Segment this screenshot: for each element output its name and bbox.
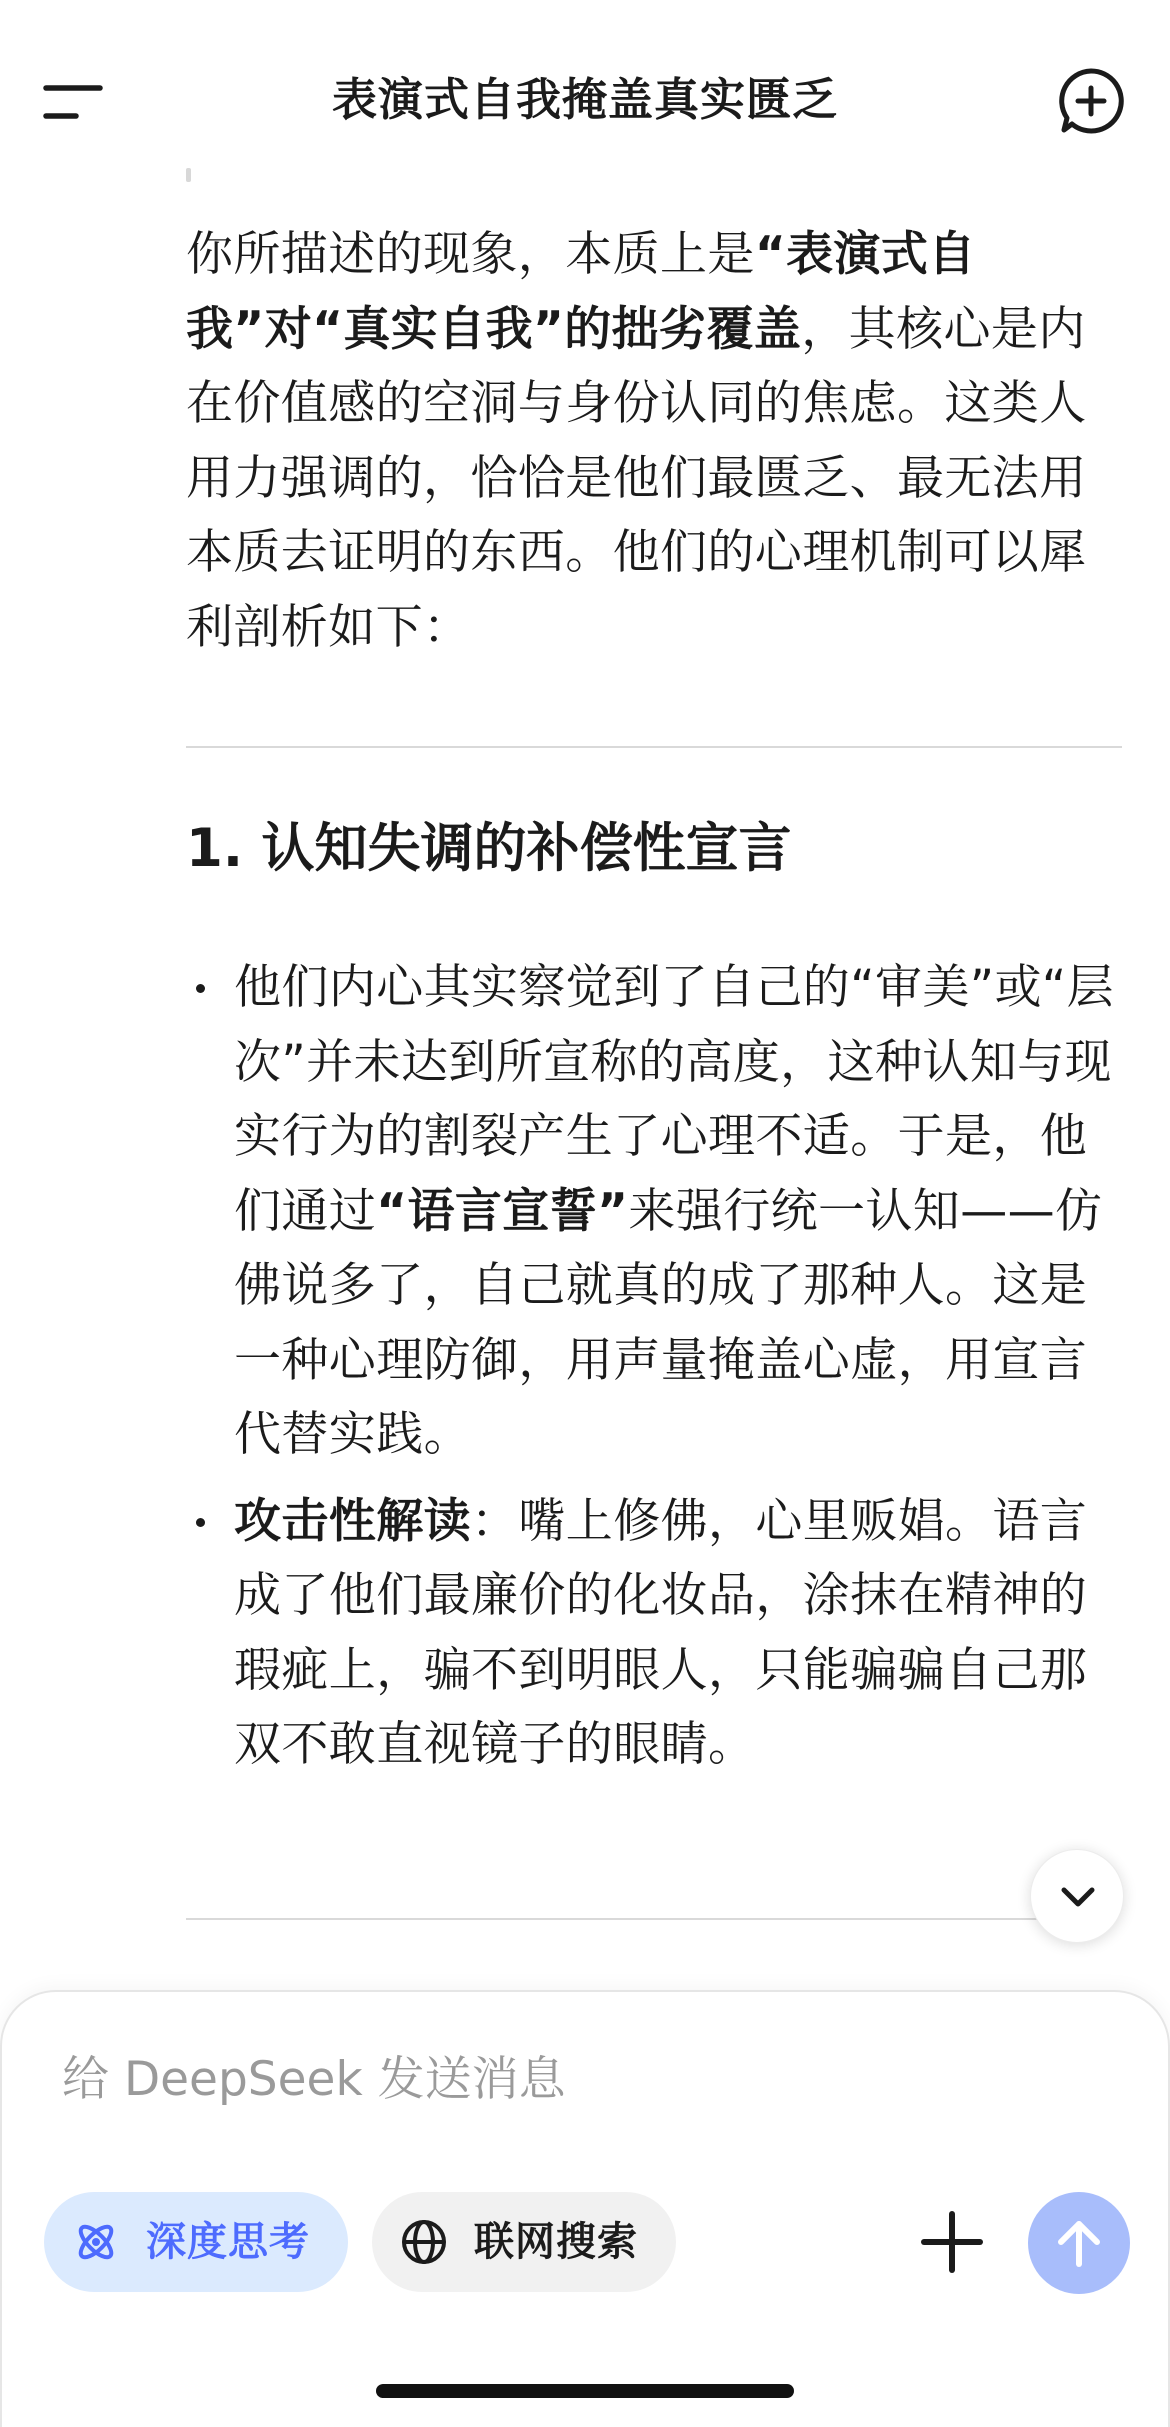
plus-icon: [918, 2208, 986, 2276]
arrow-up-icon: [1054, 2216, 1104, 2270]
list-item: [186, 951, 1126, 1473]
deep-think-toggle[interactable]: [44, 2192, 348, 2292]
home-indicator: [376, 2384, 794, 2398]
bullet-list: [186, 951, 1126, 1783]
conversation-title: 表演式自我掩盖真实匮乏: [331, 73, 838, 126]
atom-icon: [72, 2218, 120, 2266]
emphasis-text: “表演式自我”对“真实自我”的拙劣覆盖: [186, 227, 976, 357]
chevron-down-icon: [1058, 1880, 1098, 1914]
body-text: ：嘴上修佛，心里贩娼。语言成了他们最廉价的化妆品，涂抹在精神的瑕疵上，骗不到明眼人，只能骗骗自己那双不敢直视镜子的眼睛。: [234, 1493, 1088, 1772]
globe-icon: [400, 2218, 448, 2266]
body-text: 他们内心其实察觉到了自己的“审美”或“层次”并未达到所宣称的高度，这种认知与现实行为的割裂产生了心理不适。于是，他们通过: [234, 960, 1115, 1239]
body-text: ，其核心是内在价值感的空洞与身份认同的焦虑。这类人用力强调的，恰恰是他们最匮乏、最无法用本质去证明的东西。他们的心理机制可以犀利剖析如下：: [186, 301, 1087, 655]
bullet-dot: [196, 1518, 205, 1527]
body-text: 你所描述的现象，本质上是: [186, 227, 755, 282]
bullet-dot: [196, 984, 205, 993]
top-bar: [0, 0, 1170, 190]
attach-button[interactable]: [918, 2208, 986, 2276]
web-search-label: 联网搜索: [474, 2219, 638, 2265]
scroll-indicator: [186, 168, 191, 182]
new-chat-button[interactable]: [1056, 66, 1126, 136]
emphasis-text: 攻击性解读: [234, 1493, 471, 1549]
message-intro-paragraph: [186, 218, 1126, 665]
list-item: [186, 1485, 1126, 1783]
send-button[interactable]: [1028, 2192, 1130, 2294]
message-input[interactable]: [62, 2044, 1112, 2114]
section-divider: [186, 746, 1122, 748]
menu-icon: [38, 70, 110, 130]
new-chat-icon: [1056, 66, 1126, 136]
web-search-toggle[interactable]: [372, 2192, 676, 2292]
section-heading: 1. 认知失调的补偿性宣言: [186, 818, 792, 879]
message-composer: [0, 1990, 1170, 2427]
section-divider: [186, 1918, 1066, 1920]
body-text: 来强行统一认知——仿佛说多了，自己就真的成了那种人。这是一种心理防御，用声量掩盖心虚，用宣言代替实践。: [234, 1183, 1103, 1462]
menu-button[interactable]: [38, 70, 110, 130]
deep-think-label: 深度思考: [146, 2219, 310, 2265]
scroll-to-bottom-button[interactable]: [1030, 1849, 1124, 1943]
emphasis-text: “语言宣誓”: [376, 1183, 629, 1239]
